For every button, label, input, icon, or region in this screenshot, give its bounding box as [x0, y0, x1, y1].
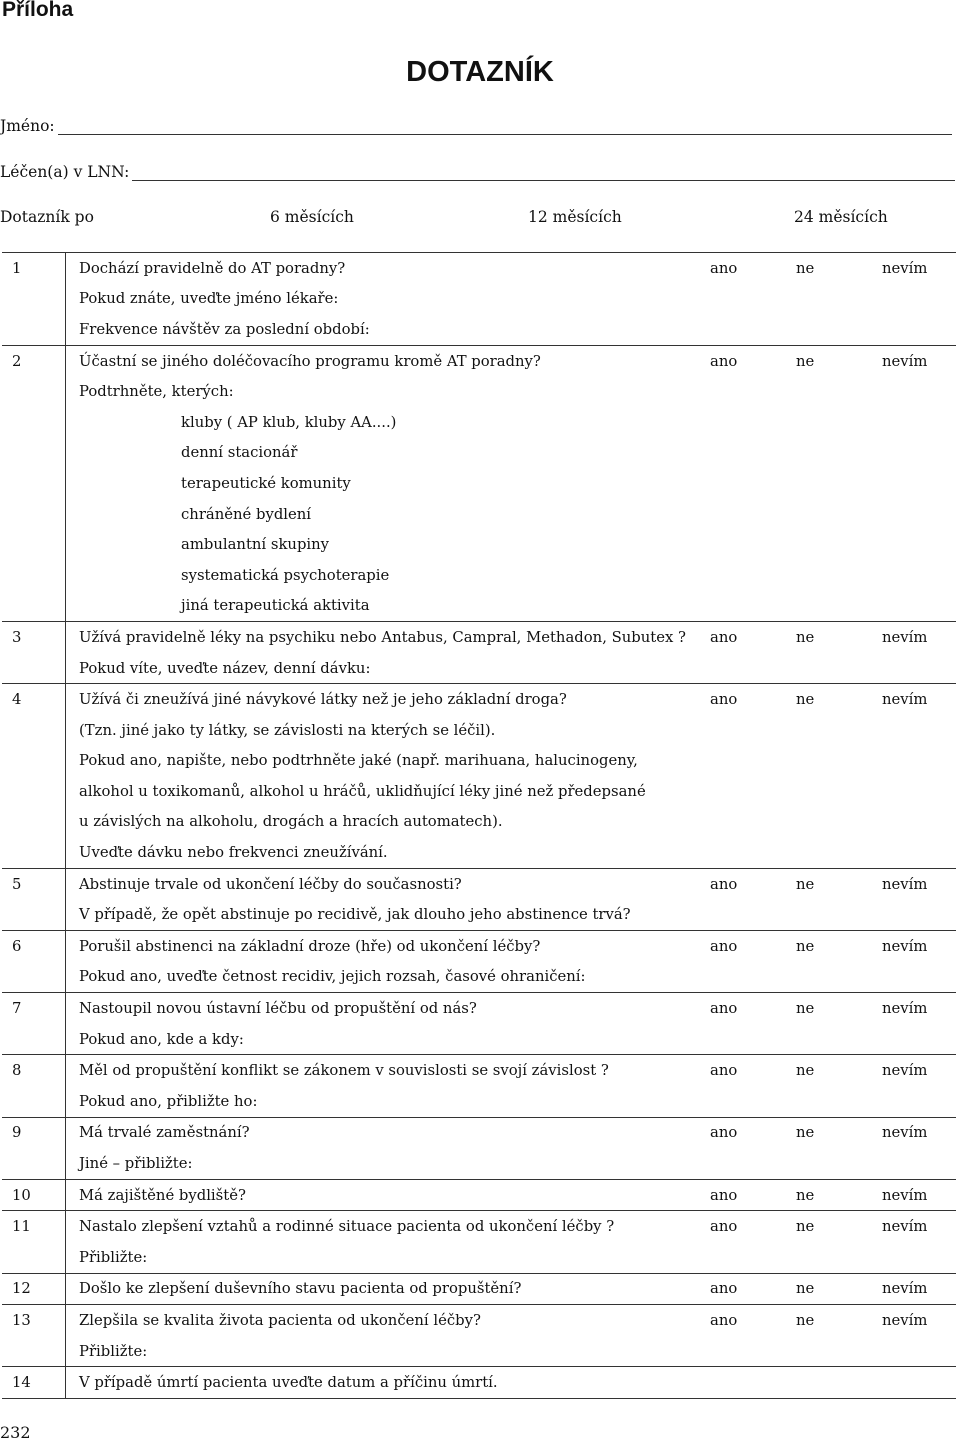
question-number: 3	[2, 622, 66, 653]
name-label: Jméno:	[0, 117, 55, 135]
answer-unknown[interactable]: nevím	[882, 253, 956, 284]
sub-row	[2, 529, 956, 560]
number-spacer	[2, 807, 66, 838]
sub-row	[2, 438, 956, 469]
question-text: Užívá či zneužívá jiné návykové látky než je jeho základní droga?	[66, 684, 711, 715]
period-option-6[interactable]: 6 měsících	[270, 208, 354, 226]
question-subtext: Podtrhněte, kterých:	[79, 383, 234, 401]
question-row	[2, 253, 956, 284]
question-subtext: V případě, že opět abstinuje po recidivě, jak dlouho jeho abstinence trvá?	[79, 906, 631, 924]
question-number: 6	[2, 931, 66, 962]
answer-yes[interactable]: ano	[710, 1055, 796, 1086]
answer-no[interactable]: ne	[796, 868, 882, 899]
sub-row	[2, 899, 956, 930]
answer-unknown[interactable]: nevím	[882, 684, 956, 715]
answer-no[interactable]: ne	[796, 253, 882, 284]
number-spacer	[2, 837, 66, 868]
questionnaire-table	[2, 252, 956, 1399]
answer-yes[interactable]: ano	[710, 993, 796, 1024]
answer-unknown[interactable]: nevím	[882, 1211, 956, 1242]
question-subtext: Pokud ano, přibližte ho:	[79, 1092, 258, 1110]
sub-row	[2, 376, 956, 407]
question-number: 13	[2, 1305, 66, 1336]
answer-no[interactable]: ne	[796, 1273, 882, 1305]
treated-label: Léčen(a) v LNN:	[0, 163, 130, 181]
number-spacer	[2, 1148, 66, 1179]
sub-row	[2, 746, 956, 777]
answer-no[interactable]: ne	[796, 931, 882, 962]
page-number: 232	[0, 1423, 31, 1442]
answer-unknown[interactable]: nevím	[882, 1117, 956, 1148]
question-text: Abstinuje trvale od ukončení léčby do současnosti?	[66, 868, 711, 899]
number-spacer	[2, 591, 66, 622]
sub-row	[2, 807, 956, 838]
question-subtext: Uveďte dávku nebo frekvenci zneužívání.	[79, 844, 388, 862]
program-option[interactable]: jiná terapeutická aktivita	[181, 597, 370, 615]
question-text: Měl od propuštění konflikt se zákonem v souvislosti se svojí závislost ?	[66, 1055, 711, 1086]
question-subtext: Pokud ano, napište, nebo podtrhněte jaké (např. marihuana, halucinogeny,	[79, 752, 638, 770]
answer-yes[interactable]: ano	[710, 1273, 796, 1305]
sub-row	[2, 776, 956, 807]
question-subtext: Pokud víte, uveďte název, denní dávku:	[79, 659, 371, 677]
question-number: 7	[2, 993, 66, 1024]
number-spacer	[2, 962, 66, 993]
answer-empty	[882, 1367, 956, 1399]
number-spacer	[2, 653, 66, 684]
question-number: 8	[2, 1055, 66, 1086]
sub-row	[2, 1148, 956, 1179]
question-subtext: Přibližte:	[79, 1342, 148, 1360]
answer-yes[interactable]: ano	[710, 1179, 796, 1211]
number-spacer	[2, 407, 66, 438]
number-spacer	[2, 746, 66, 777]
question-subtext: Přibližte:	[79, 1248, 148, 1266]
number-spacer	[2, 1086, 66, 1117]
sub-row	[2, 284, 956, 315]
question-row	[2, 993, 956, 1024]
question-text: Nastoupil novou ústavní léčbu od propuštění od nás?	[66, 993, 711, 1024]
number-spacer	[2, 314, 66, 345]
name-field[interactable]	[0, 117, 952, 135]
sub-row	[2, 1024, 956, 1055]
number-spacer	[2, 776, 66, 807]
answer-no[interactable]: ne	[796, 1179, 882, 1211]
question-row	[2, 1211, 956, 1242]
question-number: 2	[2, 345, 66, 376]
section-title: Příloha	[2, 0, 74, 21]
question-text: Zlepšila se kvalita života pacienta od ukončení léčby?	[66, 1305, 711, 1336]
number-spacer	[2, 376, 66, 407]
sub-row	[2, 715, 956, 746]
question-row	[2, 1117, 956, 1148]
question-number: 5	[2, 868, 66, 899]
question-text: Nastalo zlepšení vztahů a rodinné situace pacienta od ukončení léčby ?	[66, 1211, 711, 1242]
answer-yes[interactable]: ano	[710, 345, 796, 376]
question-subtext: Pokud znáte, uveďte jméno lékaře:	[79, 290, 339, 308]
question-number: 1	[2, 253, 66, 284]
answer-unknown[interactable]: nevím	[882, 993, 956, 1024]
answer-no[interactable]: ne	[796, 1055, 882, 1086]
program-option[interactable]: terapeutické komunity	[181, 474, 351, 492]
program-option[interactable]: systematická psychoterapie	[181, 566, 390, 584]
answer-unknown[interactable]: nevím	[882, 622, 956, 653]
period-option-12[interactable]: 12 měsících	[528, 208, 622, 226]
answer-empty	[796, 1367, 882, 1399]
period-option-24[interactable]: 24 měsících	[794, 208, 888, 226]
question-row	[2, 868, 956, 899]
question-subtext: Pokud ano, kde a kdy:	[79, 1030, 244, 1048]
question-number: 9	[2, 1117, 66, 1148]
sub-row	[2, 468, 956, 499]
answer-unknown[interactable]: nevím	[882, 1055, 956, 1086]
number-spacer	[2, 1336, 66, 1367]
question-text: Účastní se jiného doléčovacího programu kromě AT poradny?	[66, 345, 711, 376]
sub-row	[2, 314, 956, 345]
question-row	[2, 931, 956, 962]
question-text: Má zajištěné bydliště?	[66, 1179, 711, 1211]
sub-row	[2, 962, 956, 993]
answer-no[interactable]: ne	[796, 345, 882, 376]
name-blank-line[interactable]	[58, 120, 952, 135]
sub-row	[2, 560, 956, 591]
number-spacer	[2, 284, 66, 315]
questionnaire-body	[2, 253, 956, 1399]
answer-unknown[interactable]: nevím	[882, 931, 956, 962]
question-number: 10	[2, 1179, 66, 1211]
sub-row	[2, 1086, 956, 1117]
number-spacer	[2, 499, 66, 530]
answer-yes[interactable]: ano	[710, 684, 796, 715]
answer-unknown[interactable]: nevím	[882, 1179, 956, 1211]
treated-field[interactable]	[0, 163, 955, 181]
answer-no[interactable]: ne	[796, 1211, 882, 1242]
period-label: Dotazník po	[0, 208, 94, 226]
question-text: Dochází pravidelně do AT poradny?	[66, 253, 711, 284]
sub-row	[2, 407, 956, 438]
answer-unknown[interactable]: nevím	[882, 345, 956, 376]
question-subtext: Jiné – přibližte:	[79, 1155, 193, 1173]
number-spacer	[2, 1024, 66, 1055]
question-number: 11	[2, 1211, 66, 1242]
answer-yes[interactable]: ano	[710, 1305, 796, 1336]
sub-row	[2, 653, 956, 684]
question-subtext: (Tzn. jiné jako ty látky, se závislosti na kterých se léčil).	[79, 721, 496, 739]
answer-no[interactable]: ne	[796, 993, 882, 1024]
answer-no[interactable]: ne	[796, 684, 882, 715]
program-option[interactable]: denní stacionář	[181, 444, 298, 462]
question-text: Užívá pravidelně léky na psychiku nebo Antabus, Campral, Methadon, Subutex ?	[66, 622, 711, 653]
answer-empty	[710, 1367, 796, 1399]
question-text: Porušil abstinenci na základní droze (hře) od ukončení léčby?	[66, 931, 711, 962]
question-row	[2, 1179, 956, 1211]
treated-blank-line[interactable]	[132, 166, 955, 181]
answer-yes[interactable]: ano	[710, 253, 796, 284]
number-spacer	[2, 899, 66, 930]
answer-yes[interactable]: ano	[710, 931, 796, 962]
question-subtext: Frekvence návštěv za poslední období:	[79, 320, 370, 338]
question-subtext: u závislých na alkoholu, drogách a hracích automatech).	[79, 813, 503, 831]
question-number: 12	[2, 1273, 66, 1305]
question-text: Má trvalé zaměstnání?	[66, 1117, 711, 1148]
sub-row	[2, 591, 956, 622]
question-row	[2, 1367, 956, 1399]
answer-no[interactable]: ne	[796, 1117, 882, 1148]
program-option[interactable]: chráněné bydlení	[181, 505, 312, 523]
answer-unknown[interactable]: nevím	[882, 868, 956, 899]
number-spacer	[2, 715, 66, 746]
answer-no[interactable]: ne	[796, 622, 882, 653]
question-row	[2, 1305, 956, 1336]
answer-yes[interactable]: ano	[710, 622, 796, 653]
question-number: 4	[2, 684, 66, 715]
question-text: Došlo ke zlepšení duševního stavu pacienta od propuštění?	[66, 1273, 711, 1305]
sub-row	[2, 1336, 956, 1367]
answer-unknown[interactable]: nevím	[882, 1305, 956, 1336]
page-title: DOTAZNÍK	[406, 56, 554, 88]
answer-no[interactable]: ne	[796, 1305, 882, 1336]
number-spacer	[2, 529, 66, 560]
sub-row	[2, 837, 956, 868]
question-subtext: Pokud ano, uveďte četnost recidiv, jejich rozsah, časové ohraničení:	[79, 968, 586, 986]
number-spacer	[2, 468, 66, 499]
sub-row	[2, 1242, 956, 1273]
question-row	[2, 684, 956, 715]
program-option[interactable]: kluby ( AP klub, kluby AA....)	[181, 413, 397, 431]
sub-row	[2, 499, 956, 530]
question-row	[2, 1273, 956, 1305]
answer-yes[interactable]: ano	[710, 868, 796, 899]
question-text: V případě úmrtí pacienta uveďte datum a příčinu úmrtí.	[66, 1367, 711, 1399]
question-subtext: alkohol u toxikomanů, alkohol u hráčů, uklidňující léky jiné než předepsané	[79, 782, 646, 800]
question-row	[2, 1055, 956, 1086]
question-row	[2, 345, 956, 376]
answer-yes[interactable]: ano	[710, 1211, 796, 1242]
question-number: 14	[2, 1367, 66, 1399]
question-row	[2, 622, 956, 653]
answer-yes[interactable]: ano	[710, 1117, 796, 1148]
number-spacer	[2, 1242, 66, 1273]
answer-unknown[interactable]: nevím	[882, 1273, 956, 1305]
program-option[interactable]: ambulantní skupiny	[181, 536, 330, 554]
number-spacer	[2, 560, 66, 591]
number-spacer	[2, 438, 66, 469]
